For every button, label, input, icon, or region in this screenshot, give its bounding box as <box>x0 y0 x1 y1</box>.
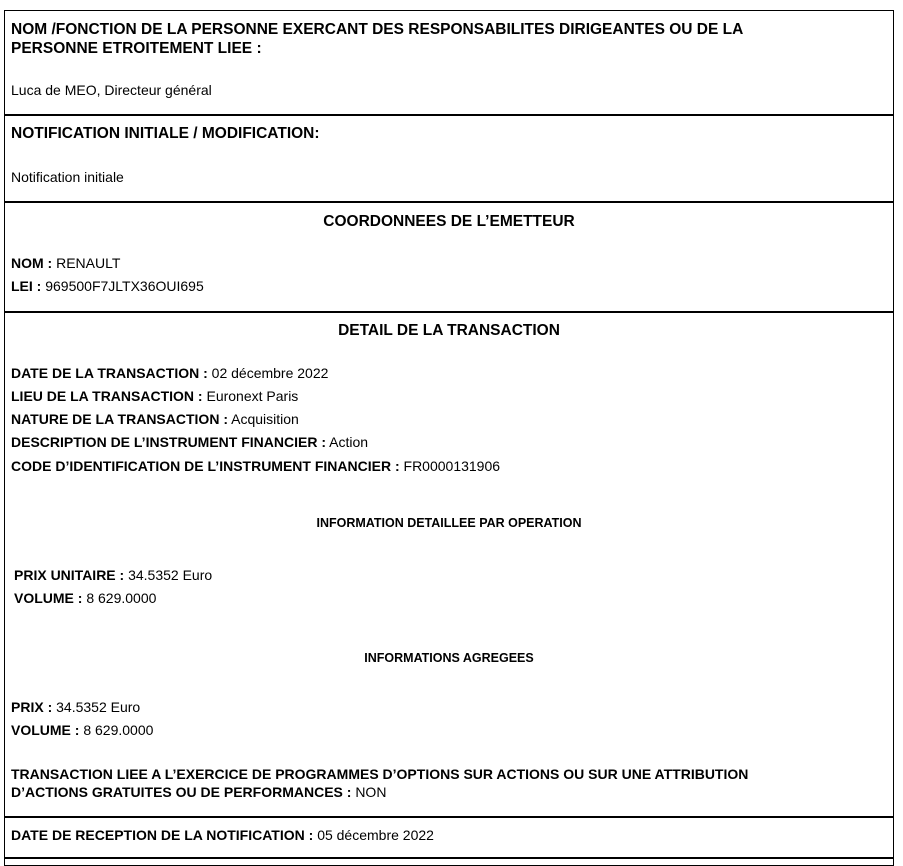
aggregated-volume-label: VOLUME : <box>11 722 80 738</box>
operation-volume-value: 8 629.0000 <box>86 590 157 606</box>
transaction-date-value: 02 décembre 2022 <box>211 365 329 381</box>
reception-label: DATE DE RECEPTION DE LA NOTIFICATION : <box>11 827 314 843</box>
instrument-code-row <box>11 457 500 475</box>
person-value: Luca de MEO, Directeur général <box>11 82 212 98</box>
aggregated-volume-value: 8 629.0000 <box>83 722 154 738</box>
aggregated-heading: INFORMATIONS AGREGEES <box>364 651 534 665</box>
issuer-lei-row <box>11 277 204 295</box>
issuer-lei-value: 969500F7JLTX36OUI695 <box>45 278 204 294</box>
operation-volume-label: VOLUME : <box>14 590 83 606</box>
instrument-description-label: DESCRIPTION DE L’INSTRUMENT FINANCIER : <box>11 434 327 450</box>
issuer-name-row <box>11 254 120 272</box>
reception-value: 05 décembre 2022 <box>317 827 434 843</box>
aggregated-price-value: 34.5352 Euro <box>56 699 141 715</box>
options-label-line2: D’ACTIONS GRATUITES OU DE PERFORMANCES : <box>11 783 352 800</box>
issuer-name-value: RENAULT <box>56 255 121 271</box>
reception-section <box>5 818 893 859</box>
transaction-nature-row <box>11 410 299 428</box>
transaction-date-label: DATE DE LA TRANSACTION : <box>11 365 208 381</box>
instrument-code-value: FR0000131906 <box>403 458 501 474</box>
person-heading-line1: NOM /FONCTION DE LA PERSONNE EXERCANT DES RESPONSABILITES DIRIGEANTES OU DE LA <box>11 21 744 38</box>
unit-price-row <box>14 566 212 584</box>
unit-price-label: PRIX UNITAIRE : <box>14 567 125 583</box>
aggregated-price-label: PRIX : <box>11 699 53 715</box>
options-value: NON <box>355 783 387 800</box>
transaction-place-value: Euronext Paris <box>206 388 299 404</box>
next-section-edge <box>5 859 893 865</box>
notification-section <box>5 116 893 203</box>
operation-volume-row <box>14 589 156 607</box>
issuer-heading: COORDONNEES DE L’EMETTEUR <box>323 213 575 230</box>
notification-value: Notification initiale <box>11 169 124 185</box>
issuer-name-label: NOM : <box>11 255 53 271</box>
person-heading <box>11 20 743 58</box>
transaction-nature-label: NATURE DE LA TRANSACTION : <box>11 411 228 427</box>
transaction-heading: DETAIL DE LA TRANSACTION <box>338 322 560 339</box>
transaction-section <box>5 313 893 818</box>
reception-row <box>11 826 434 844</box>
person-section <box>5 11 893 116</box>
transaction-place-label: LIEU DE LA TRANSACTION : <box>11 388 203 404</box>
person-heading-line2: PERSONNE ETROITEMENT LIEE : <box>11 40 262 57</box>
transaction-nature-value: Acquisition <box>231 411 299 427</box>
notification-heading: NOTIFICATION INITIALE / MODIFICATION: <box>11 125 320 142</box>
unit-price-value: 34.5352 Euro <box>128 567 213 583</box>
instrument-description-row <box>11 433 368 451</box>
options-row <box>11 766 871 801</box>
aggregated-price-row <box>11 698 140 716</box>
options-label-line1: TRANSACTION LIEE A L’EXERCICE DE PROGRAMMES D’OPTIONS SUR ACTIONS OU SUR UNE ATTRIBUTION <box>11 766 749 782</box>
aggregated-volume-row <box>11 721 153 739</box>
declaration-form <box>4 10 894 866</box>
transaction-date-row <box>11 364 328 382</box>
instrument-description-value: Action <box>329 434 369 450</box>
issuer-section <box>5 203 893 313</box>
transaction-place-row <box>11 387 298 405</box>
issuer-lei-label: LEI : <box>11 278 42 294</box>
instrument-code-label: CODE D’IDENTIFICATION DE L’INSTRUMENT FINANCIER : <box>11 458 400 474</box>
per-operation-heading: INFORMATION DETAILLEE PAR OPERATION <box>316 516 582 530</box>
